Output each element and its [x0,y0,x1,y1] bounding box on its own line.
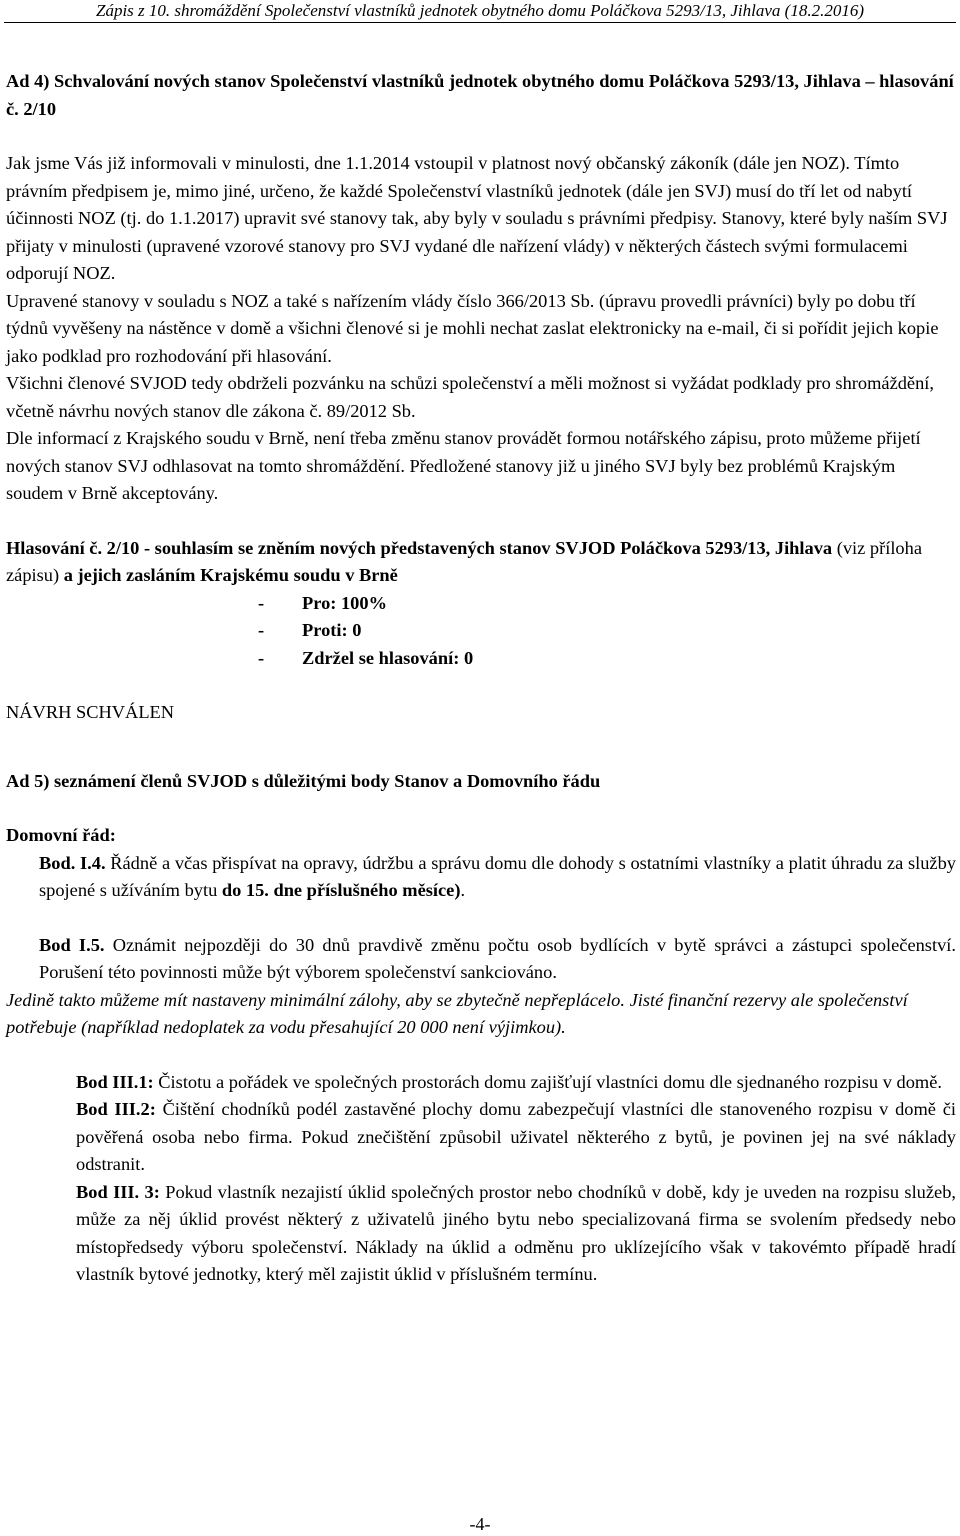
page-number: -4- [469,1514,491,1534]
vote-text: Pro: 100% [302,592,387,613]
ad5-subheading: Domovní řád: [6,825,116,845]
bod-iii3-label: Bod III. 3: [76,1181,160,1202]
vote-outcome: NÁVRH SCHVÁLEN [6,702,175,722]
vote-dash: - [258,592,265,613]
vote-text: Zdržel se hlasování: 0 [302,647,474,668]
bod-iii2-text: Čištění chodníků podél zastavěné plochy domu zabezpečují vlastníci dle stanoveného rozpisu v domě či pověřená osoba nebo firma. Pokud znečištění způsobil uživatel některého z bytů, je povinen jej na své náklady odstranit. [76,1099,956,1174]
italic-note: Jedině takto můžeme mít nastaveny minimální zálohy, aby se zbytečně nepřeplácelo. Jisté finanční rezervy ale společenství potřebuje (například nedoplatek za vodu přesahující 20 000 není výjimkou). [6,989,908,1037]
page-header: Zápis z 10. shromáždění Společenství vlastníků jednotek obytného domu Poláčkova 5293/13, Jihlava (18.2.2016) [4,0,956,23]
bod-i4-end: . [460,880,466,900]
ad4-paragraph-2: Upravené stanovy v souladu s NOZ a také s nařízením vlády číslo 366/2013 Sb. (úpravu provedli právníci) byly po dobu tří týdnů vyvěšeny na nástěnce v domě a všichni členové si je mohli nechat zaslat elektronicky na e-mail, či si pořídit jejich kopie jako podklad pro rozhodování při hlasování. [6,290,939,366]
bod-i4-deadline: do 15. dne příslušného měsíce) [221,880,461,900]
ad4-paragraph-3: Všichni členové SVJOD tedy obdrželi pozvánku na schůzi společenství a měli možnost si vyžádat podklady pro shromáždění, včetně návrhu nových stanov dle zákona č. 89/2012 Sb. [6,373,934,421]
bod-iii1-label: Bod III.1: [76,1071,154,1092]
vote-statement [6,535,956,590]
vote-statement-normal: (viz příloha zápisu) [6,537,922,585]
vote-dash: - [258,647,265,668]
vote-result-zdrzel [6,645,956,673]
ad4-heading: Ad 4) Schvalování nových stanov Společenství vlastníků jednotek obytného domu Poláčkova 5293/13, Jihlava – hlasování č. 2/10 [6,71,954,119]
bod-iii2 [6,1096,956,1179]
vote-text: Proti: 0 [302,620,362,640]
bod-iii2-label: Bod III.2: [76,1099,156,1119]
vote-statement-bold-2: a jejich zasláním Krajskému soudu v Brně [63,565,398,585]
vote-result-pro [6,590,956,618]
bod-i4-label: Bod. I.4. [39,852,106,873]
vote-dash: - [258,620,265,640]
bod-i5 [6,932,956,987]
bod-i5-label: Bod I.5. [39,934,105,955]
vote-result-proti [6,617,956,645]
bod-iii1 [6,1069,956,1097]
bod-i4 [6,850,956,905]
ad4-paragraph-4: Dle informací z Krajského soudu v Brně, není třeba změnu stanov provádět formou notářského zápisu, proto můžeme přijetí nových stanov SVJ odhlasovat na tomto shromáždění. Předložené stanovy již u jiného SVJ byly bez problémů Krajským soudem v Brně akceptovány. [6,428,921,503]
document-body [6,68,956,1289]
vote-statement-bold-1: Hlasování č. 2/10 - souhlasím se zněním nových představených stanov SVJOD Poláčkova 5293/13, Jihlava [6,537,833,558]
bod-i5-text: Oznámit nejpozději do 30 dnů pravdivě změnu počtu osob bydlících v bytě správci a zástupci společenství. Porušení této povinnosti může být výborem společenství sankciováno. [39,934,956,982]
ad5-heading: Ad 5) seznámení členů SVJOD s důležitými body Stanov a Domovního řádu [6,770,601,791]
bod-iii3 [6,1179,956,1289]
bod-iii3-text: Pokud vlastník nezajistí úklid společných prostor nebo chodníků v době, kdy je uveden na rozpisu služeb, může za něj úklid provést některý z uživatelů jiného bytu nebo specializovaná firma se svolením předsedy nebo místopředsedy výboru společenství. Náklady na úklid a odměnu pro uklízejícího však v takovémto případě hradí vlastník bytové jednotky, který měl zajistit úklid v příslušném termínu. [76,1181,956,1284]
ad4-paragraph-1: Jak jsme Vás již informovali v minulosti, dne 1.1.2014 vstoupil v platnost nový občanský zákoník (dále jen NOZ). Tímto právním předpisem je, mimo jiné, určeno, že každé Společenství vlastníků jednotek (dále jen SVJ) musí do tří let od nabytí účinnosti NOZ (tj. do 1.1.2017) upravit své stanovy tak, aby byly v souladu s právními předpisy. Stanovy, které byly naším SVJ přijaty v minulosti (upravené vzorové stanovy pro SVJ vydané dle nařízení vlády) v některých částech svými formulacemi odporují NOZ. [6,153,948,283]
bod-i4-text: Řádně a včas přispívat na opravy, údržbu a správu domu dle dohody s ostatními vlastníky a platit úhradu za služby spojené s užíváním bytu [39,852,956,900]
bod-iii1-text: Čistotu a pořádek ve společných prostorách domu zajišťují vlastníci domu dle sjednaného rozpisu v domě. [153,1071,942,1092]
